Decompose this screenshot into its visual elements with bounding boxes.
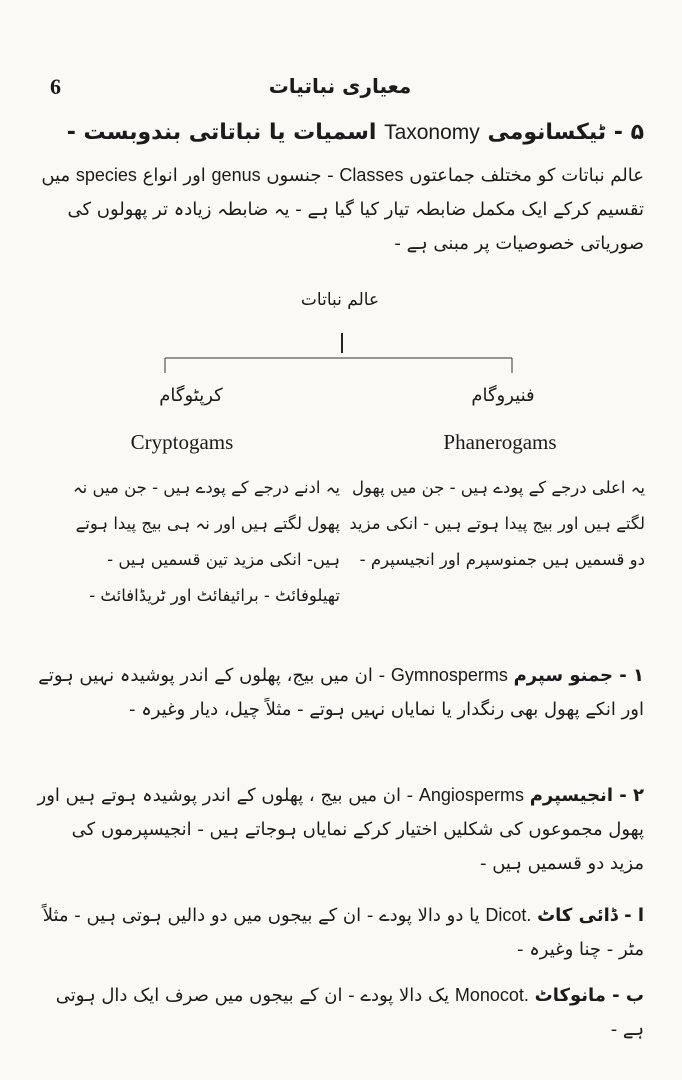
monocot-term: Monocot. [454,985,529,1005]
intro-part-3: اور انواع [142,165,206,186]
classification-tree-lines [0,325,682,385]
intro-part-2: - جنسوں [266,165,334,186]
phanerogams-urdu-label: فنیروگام [471,385,535,406]
page-number: 6 [50,74,61,99]
section-heading [34,120,644,145]
tree-root-label: عالم نباتات [300,290,380,310]
term-species: species [75,165,137,185]
angiosperms-text: - ان میں بیج ، پھلوں کے اندر پوشیدہ ہوتے ہیں اور پھول مجموعوں کی شکلیں اختیار کرکے نمایاں ہوجاتے ہیں - انجیسپرموں کی مزید دو قسمیں ہیں - [37,785,644,874]
gymnosperms-lead: ۱ - جمنو سپرم [513,665,644,686]
intro-part-1: عالم نباتات کو مختلف جماعتوں [409,165,644,186]
dicot-lead: ا - ڈائی کاٹ [537,905,644,926]
monocot-lead: ب - مانوکاٹ [534,985,644,1006]
intro-part-4: میں تقسیم کرکے ایک مکمل ضابطہ تیار کیا گیا ہے - یہ ضابطہ زیادہ تر پھولوں کی صوریاتی خصوصیات پر مبنی ہے - [41,165,644,254]
dicot-paragraph [32,898,644,967]
intro-paragraph [32,158,644,261]
monocot-text: یک دالا پودے - ان کے بیجوں میں صرف ایک دال ہوتی ہے - [55,985,644,1040]
section-title-english: Taxonomy [384,121,480,144]
dicot-term: Dicot. [485,905,532,925]
phanerogams-english-label: Phanerogams [443,430,557,454]
cryptogams-urdu-label: کرپٹوگام [159,385,223,406]
angiosperms-term: Angiosperms [418,785,524,805]
dicot-text: یا دو دالا پودے - ان کے بیجوں میں دو دالیں ہوتی ہیں - مثلاً مٹر - چنا وغیرہ - [42,905,644,960]
term-classes: Classes [339,165,404,185]
section-title-urdu-a: ٹیکسانومی [487,120,607,145]
cryptogams-description: یہ ادنے درجے کے پودے ہیں - جن میں نہ پھول لگتے ہیں اور نہ ہی بیج پیدا ہوتے ہیں- انکی مزید تین قسمیں ہیں - تھیلوفائٹ - برائیفائٹ اور ٹریڈافائٹ - [72,478,340,605]
angiosperms-paragraph [32,778,644,881]
gymnosperms-paragraph [32,658,644,727]
angiosperms-lead: ۲ - انجیسپرم [529,785,644,806]
running-title: معیاری نباتیات [268,74,412,98]
section-title-urdu-b: اسمیات یا نباتاتی بندوبست - [66,120,377,145]
term-genus: genus [211,165,261,185]
gymnosperms-term: Gymnosperms [390,665,508,685]
cryptogams-english-label: Cryptogams [130,430,234,454]
phanerogams-description: یہ اعلی درجے کے پودے ہیں - جن میں پھول لگتے ہیں اور بیج پیدا ہوتے ہیں - انکی مزید دو قسمیں ہیں جمنوسپرم اور انجیسپرم - [349,478,645,569]
section-number: ۵ - [613,120,644,145]
monocot-paragraph [32,978,644,1047]
gymnosperms-text: - ان میں بیج، پھلوں کے اندر پوشیدہ نہیں ہوتے اور انکے پھول بھی رنگدار یا نمایاں نہیں ہوتے - مثلاً چیل، دیار وغیرہ - [38,665,644,720]
